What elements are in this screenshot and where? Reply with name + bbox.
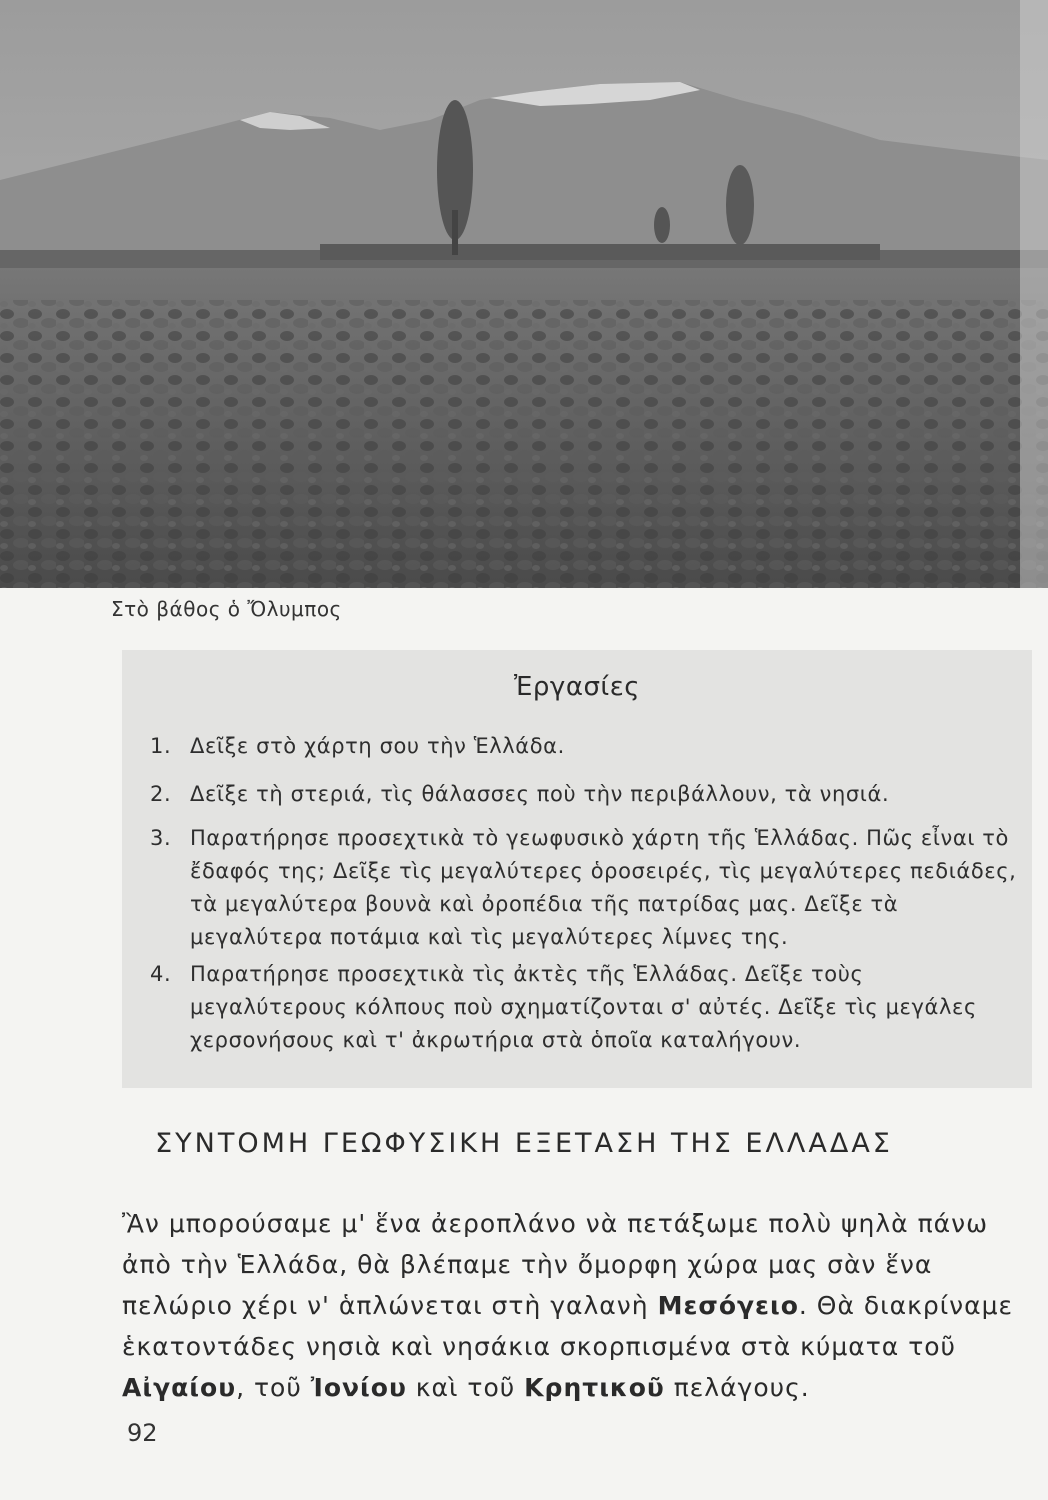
task-text: Παρατήρησε προσεχτικὰ τὶς ἀκτὲς τῆς Ἑλλάδας. Δεῖξε τοὺς μεγαλύτερους κόλπους ποὺ σχηματίζονται σ' αὐτές. Δεῖξε τὶς μεγάλες χερσονήσους καὶ τ' ἀκρωτήρια στὰ ὁποῖα καταλήγουν. <box>190 962 977 1052</box>
page-number: 92 <box>127 1419 158 1447</box>
section-paragraph <box>122 1203 1022 1408</box>
place-name-mediterranean: Μεσόγειο <box>657 1291 799 1320</box>
task-number: 3. <box>150 826 172 850</box>
photo-caption: Στὸ βάθος ὁ Ὄλυμπος <box>111 597 342 621</box>
tasks-box <box>122 650 1032 1088</box>
place-name-cretan: Κρητικοῦ <box>524 1373 665 1402</box>
task-number: 4. <box>150 962 172 986</box>
task-number: 1. <box>150 734 172 758</box>
paragraph-text: , τοῦ <box>236 1373 311 1402</box>
task-text: Δεῖξε στὸ χάρτη σου τὴν Ἑλλάδα. <box>190 734 565 758</box>
task-item-3 <box>150 822 1020 954</box>
task-text: Παρατήρησε προσεχτικὰ τὸ γεωφυσικὸ χάρτη τῆς Ἑλλάδας. Πῶς εἶναι τὸ ἔδαφός της; Δεῖξε τὶς μεγαλύτερες ὁροσειρές, τὶς μεγαλύτερες πεδιάδες, τὰ μεγαλύτερα βουνὰ καὶ ὀροπέδια τῆς πατρίδας μας. Δεῖξε τὰ μεγαλύτερα ποτάμια καὶ τὶς μεγαλύτερες λίμνες της. <box>190 826 1017 949</box>
place-name-ionian: Ἰονίου <box>310 1373 407 1402</box>
task-number: 2. <box>150 782 172 806</box>
section-heading: ΣΥΝΤΟΜΗ ΓΕΩΦΥΣΙΚΗ ΕΞΕΤΑΣΗ ΤΗΣ ΕΛΛΑΔΑΣ <box>155 1128 893 1159</box>
place-name-aegean: Αἰγαίου <box>122 1373 237 1402</box>
task-item-2 <box>150 778 1020 811</box>
tasks-title: Ἐργασίες <box>513 672 641 702</box>
paragraph-text: πελάγους. <box>664 1373 810 1402</box>
task-item-1 <box>150 730 1020 763</box>
paragraph-text: . Θὰ διακρίναμε ἑκατοντάδες νησιὰ καὶ νησάκια σκορπισμένα στὰ κύματα τοῦ <box>122 1291 1014 1361</box>
task-text: Δεῖξε τὴ στεριά, τὶς θάλασσες ποὺ τὴν περιβάλλουν, τὰ νησιά. <box>190 782 890 806</box>
task-item-4 <box>150 958 1020 1057</box>
paragraph-text: καὶ τοῦ <box>406 1373 525 1402</box>
paragraph-text: Ἂν μπορούσαμε μ' ἕνα ἀεροπλάνο νὰ πετάξωμε πολὺ ψηλὰ πάνω ἀπὸ τὴν Ἑλλάδα, θὰ βλέπαμε τὴν ὄμορφη χώρα μας σὰν ἕνα πελώριο χέρι ν' ἁπλώνεται στὴ γαλανὴ <box>122 1209 989 1320</box>
field-mountain-photo <box>0 0 1048 588</box>
